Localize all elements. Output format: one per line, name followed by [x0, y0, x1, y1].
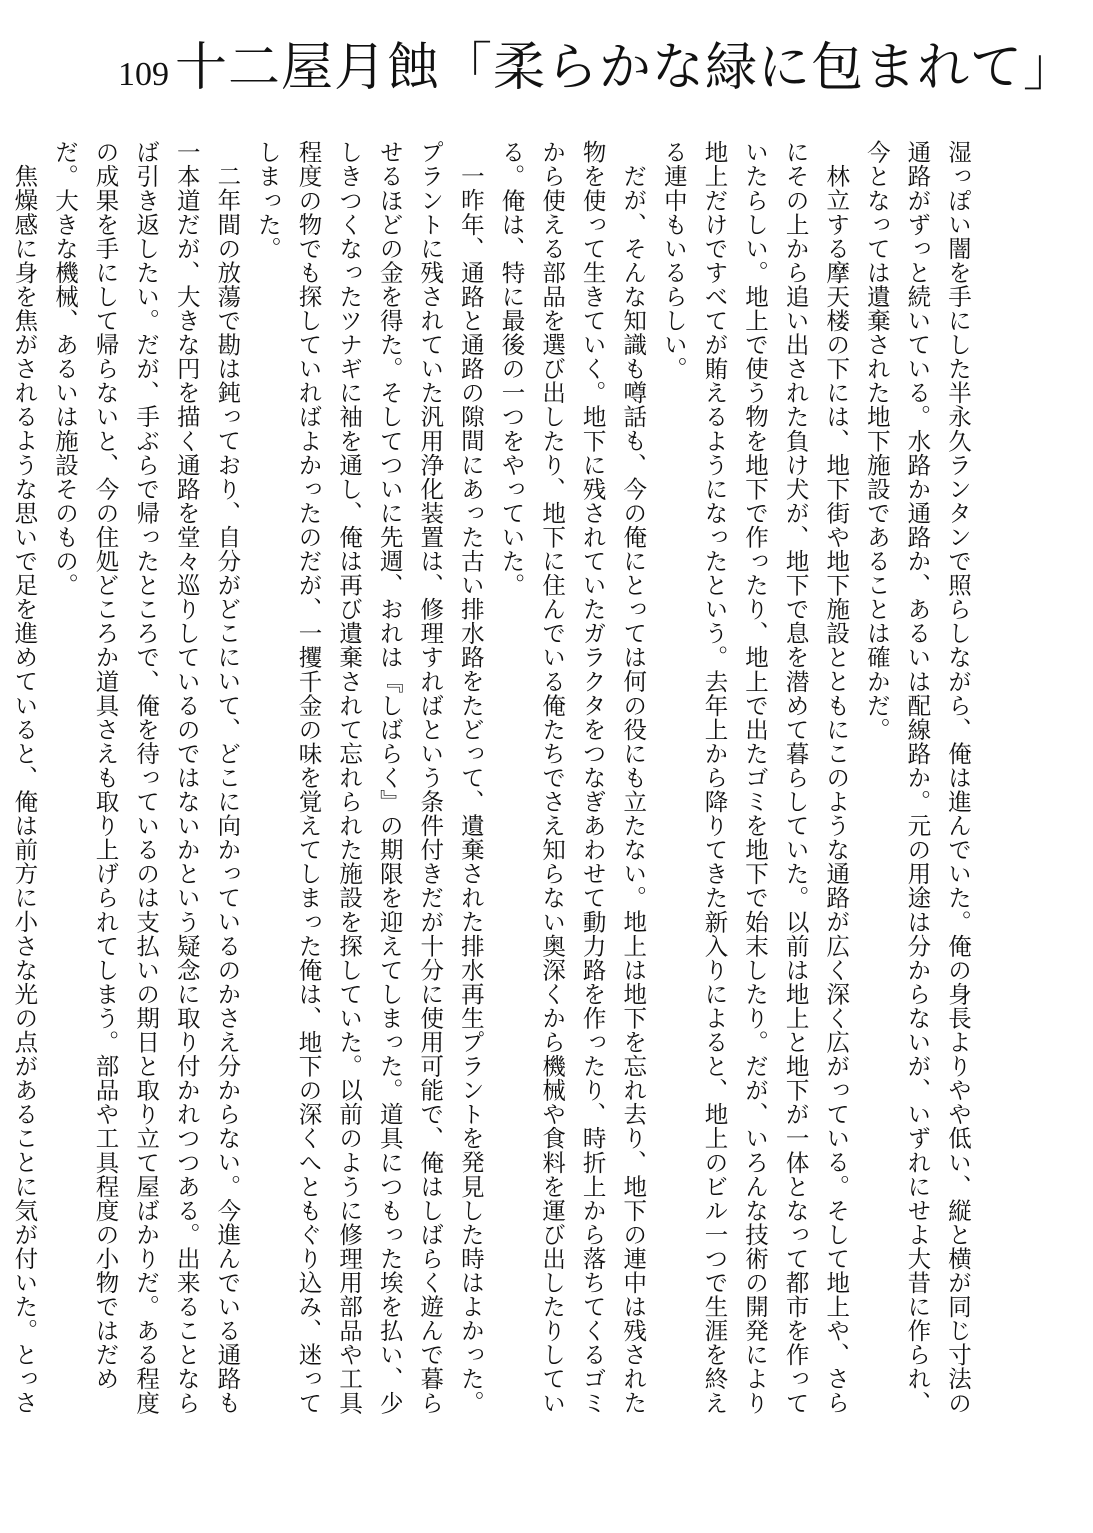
- page-header: [118, 38, 1077, 122]
- paragraph: 林立する摩天楼の下には、地下街や地下施設とともにこのような通路が広く深く広がっている。そして地上や、さらにその上から追い出された負け犬が、地下で息を潜めて暮らしていた。以前は地上と地下が一体となって都市を作っていたらしい。地上で使う物を地下で作ったり、地上で出たゴミを地下で始末したり。だが、いろんな技術の開発により地上だけですべてが賄えるようになったという。去年上から降りてきた新入りによると、地上のビル一つで生涯を終える連中もいるらしい。: [659, 140, 851, 1415]
- paragraph: 二年間の放蕩で勘は鈍っており、自分がどこにいて、どこに向かっているのかさえ分からない。今進んでいる通路も一本道だが、大きな円を描く通路を堂々巡りしているのではないかという疑念に取り付かれつつある。出来ることならば引き返したい。だが、手ぶらで帰ったところで、俺を待っているのは支払いの期日と取り立て屋ばかりだ。ある程度の成果を手にして帰らないと、今の住処どころか道具さえも取り上げられてしまう。部品や工具程度の小物ではだめだ。大きな機械、あるいは施設そのもの。: [50, 140, 242, 1415]
- paragraph: だが、そんな知識も噂話も、今の俺にとっては何の役にも立たない。地上は地下を忘れ去り、地下の連中は残された物を使って生きていく。地下に残されていたガラクタをつなぎあわせて動力路を作ったり、時折上から落ちてくるゴミから使える部品を選び出したり、地下に住んでいる俺たちでさえ知らない奥深くから機械や食料を運び出したりしている。俺は、特に最後の一つをやっていた。: [497, 140, 648, 1415]
- page-number: 109: [118, 56, 169, 93]
- vertical-body-text: [10, 140, 978, 1430]
- paragraph: 焦燥感に身を焦がされるような思いで足を進めていると、俺は前方に小さな光の点があることに気が付いた。とっさ: [10, 163, 39, 1415]
- story-title: 十二屋月蝕「柔らかな緑に包まれて」: [175, 38, 1077, 98]
- paragraph: 湿っぽい闇を手にした半永久ランタンで照らしながら、俺は進んでいた。俺の身長よりやや低い、縦と横が同じ寸法の通路がずっと続いている。水路か通路か、あるいは配線路か。元の用途は分からないが、いずれにせよ大昔に作られ、今となっては遺棄された地下施設であることは確かだ。: [862, 140, 972, 1415]
- paragraph: 一昨年、通路と通路の隙間にあった古い排水路をたどって、遺棄された排水再生プラントを発見した時はよかった。プラントに残されていた汎用浄化装置は、修理すればという条件付きだが十分に使用可能で、俺はしばらく遊んで暮らせるほどの金を得た。そしてついに先週、おれは『しばらく』の期限を迎えてしまった。道具につもった埃を払い、少しきつくなったツナギに袖を通し、俺は再び遺棄されて忘れられた施設を探していた。以前のように修理用部品や工具程度の物でも探していればよかったのだが、一攫千金の味を覚えてしまった俺は、地下の深くへともぐり込み、迷ってしまった。: [253, 140, 485, 1415]
